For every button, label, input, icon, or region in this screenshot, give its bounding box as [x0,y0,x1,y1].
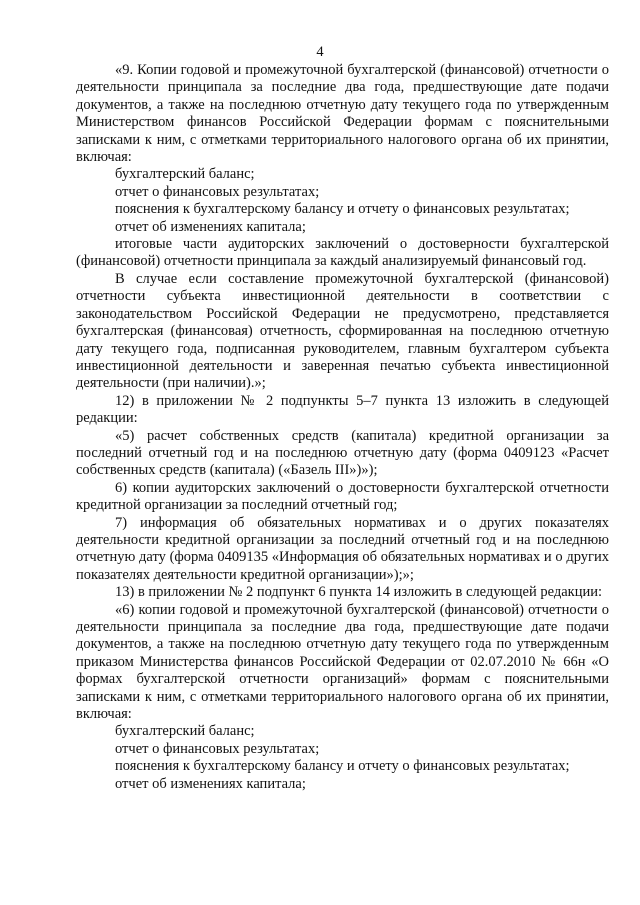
list-item-balance-sheet: бухгалтерский баланс; [115,166,255,183]
list-item-capital-changes: отчет об изменениях капитала; [115,218,306,235]
list-item-explanations: пояснения к бухгалтерскому балансу и отчету о финансовых результатах; [115,201,570,218]
list-item-financial-results-2: отчет о финансовых результатах; [115,740,320,757]
amendment-13-intro: 13) в приложении № 2 подпункт 6 пункта 14 изложить в следующей редакции: [115,584,603,601]
amendment-12-intro: 12) в приложении № 2 подпункты 5–7 пункта 13 изложить в следующей редакции: [76,392,609,427]
section-9-interim-paragraph: В случае если составление промежуточной бухгалтерской (финансовой) отчетности субъекта инвестиционной деятельности в соответствии с законодательством Российской Федерации не предусмотрено, представляется бухгалтерская (финансовая) отчетность, сформированная на последнюю отчетную дату текущего года, подписанная руководителем, главным бухгалтером субъекта инвестиционной деятельности и заверенная печатью субъекта инвестиционной деятельности (при наличии).»; [76,270,609,392]
list-item-financial-results: отчет о финансовых результатах; [115,183,320,200]
section-9-audit-paragraph: итоговые части аудиторских заключений о достоверности бухгалтерской (финансовой) отчетности принципала за каждый анализируемый финансовый год. [76,236,609,270]
document-body [76,62,609,793]
list-item-explanations-2: пояснения к бухгалтерскому балансу и отчету о финансовых результатах; [115,758,570,775]
list-item-capital-changes-2: отчет об изменениях капитала; [115,775,306,792]
amendment-12-subpoint-5: «5) расчет собственных средств (капитала) кредитной организации за последний отчетный год и на последнюю отчетную дату (форма 0409123 «Расчет собственных средств (капитала) («Базель III»)»); [76,427,609,479]
page-number: 4 [316,44,324,60]
amendment-12-subpoint-6: 6) копии аудиторских заключений о достоверности бухгалтерской отчетности кредитной организации за последний отчетный год; [76,479,609,514]
amendment-12-subpoint-7: 7) информация об обязательных нормативах и о других показателях деятельности кредитной организации за последний отчетный год и на последнюю отчетную дату (форма 0409135 «Информация об обязательных нормативах и о других показателях деятельности кредитной организации»);»; [76,514,609,583]
amendment-13-subpoint-6: «6) копии годовой и промежуточной бухгалтерской (финансовой) отчетности о деятельности принципала за последние два года, предшествующие дате подачи документов, а также на последнюю отчетную дату текущего года по утвержденным приказом Министерства финансов Российской Федерации от 02.07.2010 № 66н «О формах бухгалтерской отчетности организаций» формам с пояснительными записками к ним, с отметками территориального налогового органа об их принятии, включая: [76,601,609,723]
list-item-balance-sheet-2: бухгалтерский баланс; [115,723,255,740]
section-9-intro: «9. Копии годовой и промежуточной бухгалтерской (финансовой) отчетности о деятельности принципала за последние два года, предшествующие дате подачи документов, а также на последнюю отчетную дату текущего года по утвержденным Министерством финансов Российской Федерации формам с пояснительными записками к ним, с отметками территориального налогового органа об их принятии, включая: [76,62,609,166]
